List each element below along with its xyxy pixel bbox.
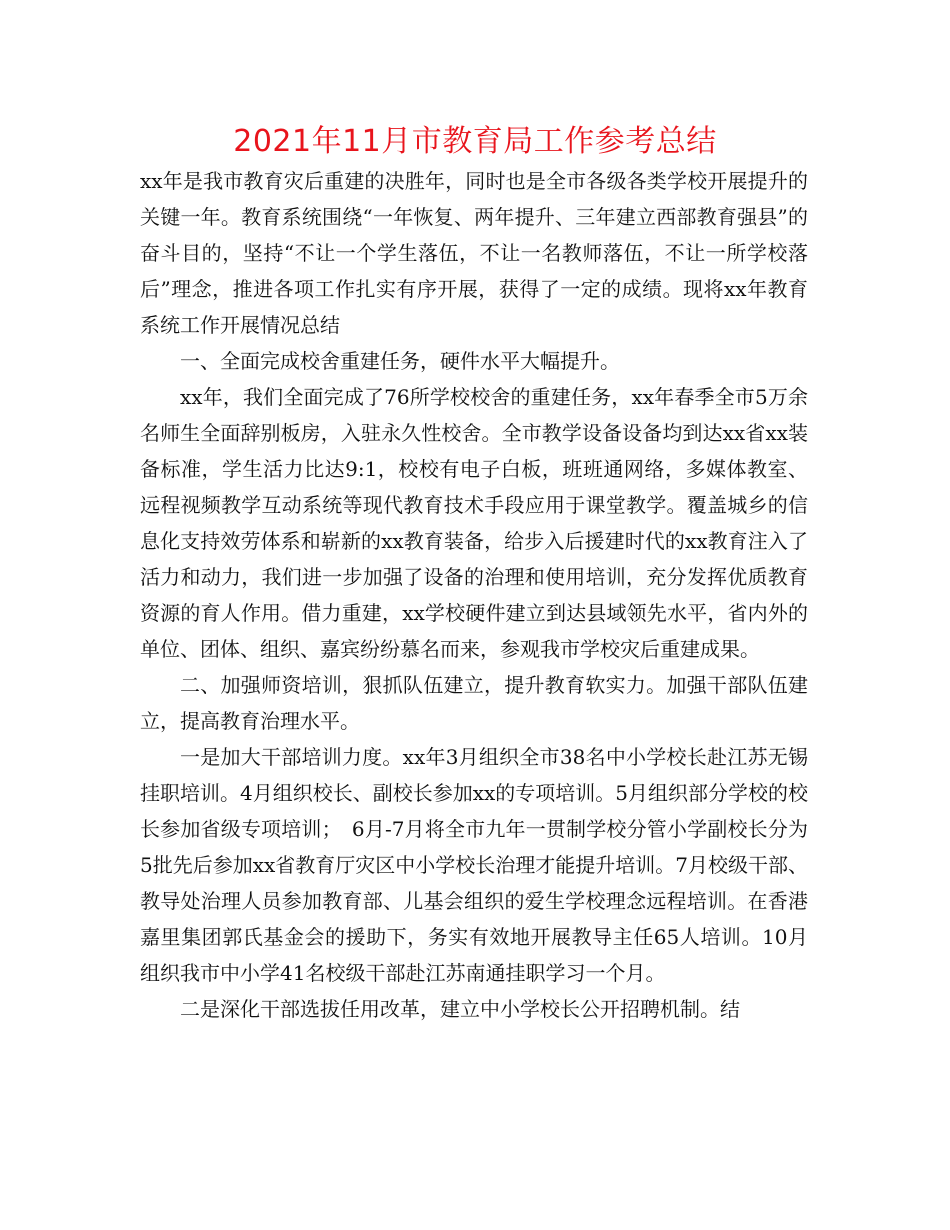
paragraph-training: 一是加大干部培训力度。xx年3月组织全市38名中小学校长赴江苏无锡挂职培训。4月组织校长、副校长参加xx的专项培训。5月组织部分学校的校长参加省级专项培训； 6月-7月将全市九年一贯制学校分管小学副校长分为5批先后参加xx省教育厅灾区中小学校长治理才能提升培训。7月校级干部、教导处治理人员参加教育部、儿基会组织的爱生学校理念远程培训。在香港嘉里集团郭氏基金会的援助下，务实有效地开展教导主任65人培训。10月组织我市中小学41名校级干部赴江苏南通挂职学习一个月。 [140, 745, 809, 985]
paragraph-intro: xx年是我市教育灾后重建的决胜年，同时也是全市各级各类学校开展提升的关键一年。教育系统围绕“一年恢复、两年提升、三年建立西部教育强县”的奋斗目的，坚持“不让一个学生落伍，不让一名教师落伍，不让一所学校落后”理念，推进各项工作扎实有序开展，获得了一定的成绩。现将xx年教育系统工作开展情况总结 [140, 169, 808, 337]
paragraph-section-1-heading: 一、全面完成校舍重建任务，硬件水平大幅提升。 [180, 349, 620, 373]
document-title: 2021年11月市教育局工作参考总结 [233, 124, 717, 159]
paragraph-section-2-heading: 二、加强师资培训，狠抓队伍建立，提升教育软实力。加强干部队伍建立，提高教育治理水平。 [140, 673, 808, 733]
document-body [140, 163, 808, 1027]
paragraph-section-1-body: xx年，我们全面完成了76所学校校舍的重建任务，xx年春季全市5万余名师生全面辞别板房，入驻永久性校舍。全市教学设备设备均到达xx省xx装备标准，学生活力比达9:1，校校有电子白板，班班通网络，多媒体教室、远程视频教学互动系统等现代教育技术手段应用于课堂教学。覆盖城乡的信息化支持效劳体系和崭新的xx教育装备，给步入后援建时代的xx教育注入了活力和动力，我们进一步加强了设备的治理和使用培训，充分发挥优质教育资源的育人作用。借力重建，xx学校硬件建立到达县域领先水平，省内外的单位、团体、组织、嘉宾纷纷慕名而来，参观我市学校灾后重建成果。 [140, 385, 808, 661]
paragraph-selection-reform: 二是深化干部选拔任用改革，建立中小学校长公开招聘机制。结 [180, 997, 740, 1021]
